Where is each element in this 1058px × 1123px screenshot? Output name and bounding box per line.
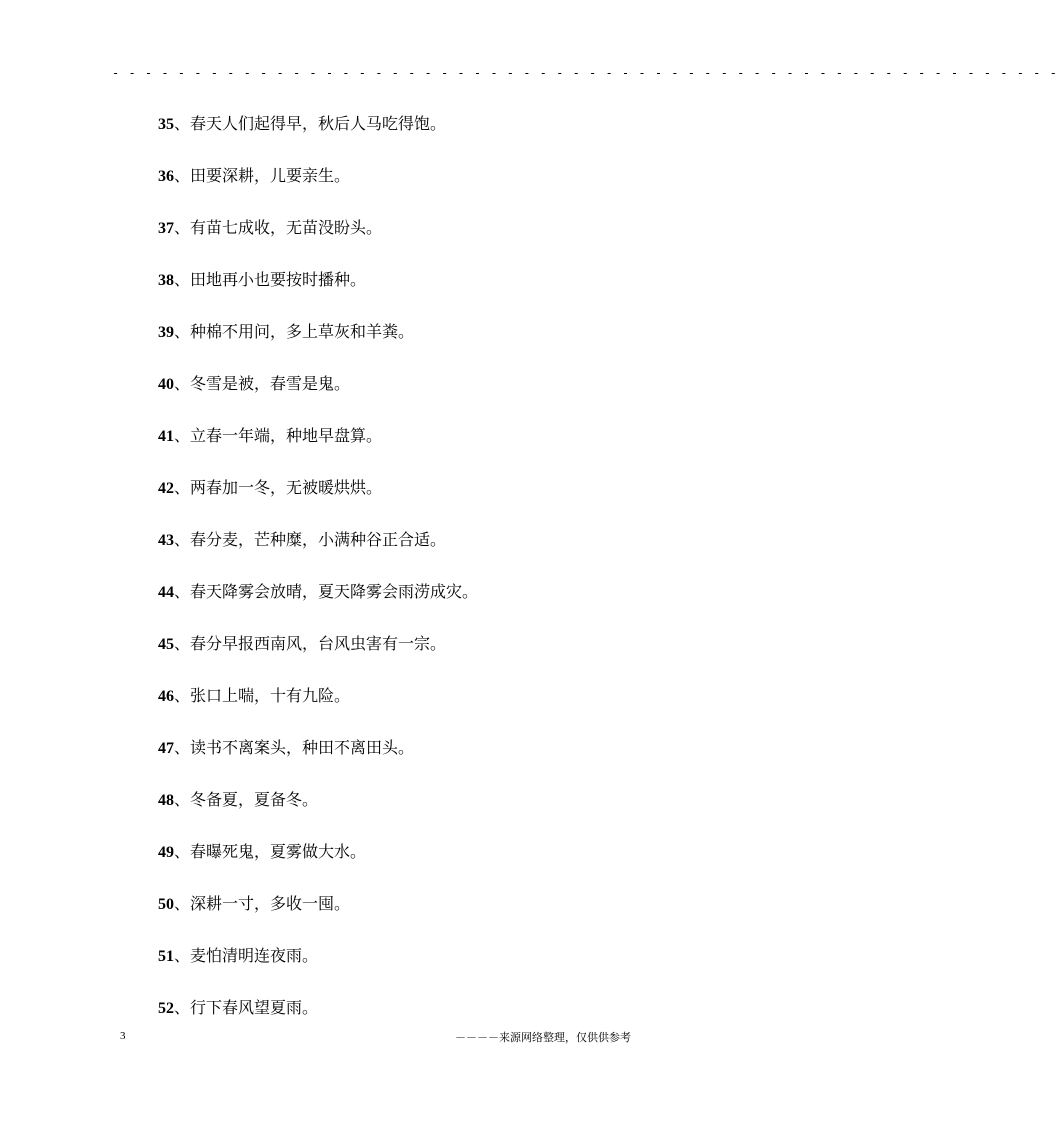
proverb-text: 春分早报西南风，台风虫害有一宗。 [190, 634, 447, 653]
list-item [158, 214, 718, 266]
proverb-number: 41 [158, 428, 174, 445]
header-dashed-rule: - - - - - - - - - - - - - - - - - - - - - - - - - - - - - - - - - - - - - - - - - - - - - - - - - - - - - - - - - - [112, 66, 1058, 80]
proverb-text: 田地再小也要按时播种。 [190, 270, 367, 289]
proverb-number: 42 [158, 480, 174, 497]
proverb-text: 种棉不用问，多上草灰和羊粪。 [190, 322, 415, 341]
proverb-separator: 、 [174, 790, 191, 809]
proverb-separator: 、 [174, 998, 191, 1017]
proverb-text: 春曝死鬼，夏雾做大水。 [190, 842, 367, 861]
list-item [158, 630, 718, 682]
list-item [158, 526, 718, 578]
proverb-text: 麦怕清明连夜雨。 [190, 946, 319, 965]
proverb-text: 春天降雾会放晴，夏天降雾会雨涝成灾。 [190, 582, 479, 601]
proverb-text: 冬雪是被，春雪是鬼。 [190, 374, 351, 393]
proverb-number: 37 [158, 220, 174, 237]
list-item [158, 942, 718, 994]
proverb-separator: 、 [174, 374, 191, 393]
list-item [158, 994, 718, 1046]
proverb-separator: 、 [174, 582, 191, 601]
list-item [158, 786, 718, 838]
proverb-text: 春天人们起得早，秋后人马吃得饱。 [190, 114, 447, 133]
proverb-number: 36 [158, 168, 174, 185]
proverb-separator: 、 [174, 322, 191, 341]
proverb-separator: 、 [174, 426, 191, 445]
list-item [158, 578, 718, 630]
proverb-number: 50 [158, 896, 174, 913]
proverb-separator: 、 [174, 894, 191, 913]
list-item [158, 266, 718, 318]
proverb-number: 48 [158, 792, 174, 809]
list-item [158, 734, 718, 786]
proverb-text: 冬备夏，夏备冬。 [190, 790, 319, 809]
list-item [158, 422, 718, 474]
proverb-number: 49 [158, 844, 174, 861]
proverb-number: 35 [158, 116, 174, 133]
proverb-separator: 、 [174, 530, 191, 549]
proverb-number: 44 [158, 584, 174, 601]
list-item [158, 474, 718, 526]
proverb-separator: 、 [174, 946, 191, 965]
list-item [158, 162, 718, 214]
page-number: 3 [120, 1030, 126, 1042]
proverb-number: 52 [158, 1000, 174, 1017]
proverb-number: 43 [158, 532, 174, 549]
proverb-number: 38 [158, 272, 174, 289]
proverb-number: 40 [158, 376, 174, 393]
proverb-text: 春分麦，芒种糜，小满种谷正合适。 [190, 530, 447, 549]
proverb-text: 田要深耕，儿要亲生。 [190, 166, 351, 185]
proverb-separator: 、 [174, 634, 191, 653]
proverb-number: 46 [158, 688, 174, 705]
proverb-number: 39 [158, 324, 174, 341]
proverb-text: 深耕一寸，多收一囤。 [190, 894, 351, 913]
list-item [158, 890, 718, 942]
proverb-text: 行下春风望夏雨。 [190, 998, 319, 1017]
footer-source-note: －－－－来源网络整理，仅供供参考 [455, 1031, 631, 1044]
proverb-number: 51 [158, 948, 174, 965]
proverb-separator: 、 [174, 842, 191, 861]
proverb-text: 张口上喘，十有九险。 [190, 686, 351, 705]
proverb-separator: 、 [174, 686, 191, 705]
list-item [158, 318, 718, 370]
proverb-number: 45 [158, 636, 174, 653]
proverb-separator: 、 [174, 738, 191, 757]
proverb-number: 47 [158, 740, 174, 757]
list-item [158, 370, 718, 422]
proverb-separator: 、 [174, 218, 191, 237]
proverb-text: 读书不离案头，种田不离田头。 [190, 738, 415, 757]
list-item [158, 110, 718, 162]
proverb-separator: 、 [174, 114, 191, 133]
proverb-separator: 、 [174, 270, 191, 289]
proverb-separator: 、 [174, 478, 191, 497]
list-item [158, 838, 718, 890]
proverb-text: 立春一年端，种地早盘算。 [190, 426, 383, 445]
proverb-list [158, 110, 718, 1046]
proverb-separator: 、 [174, 166, 191, 185]
list-item [158, 682, 718, 734]
proverb-text: 两春加一冬，无被暖烘烘。 [190, 478, 383, 497]
proverb-text: 有苗七成收，无苗没盼头。 [190, 218, 383, 237]
